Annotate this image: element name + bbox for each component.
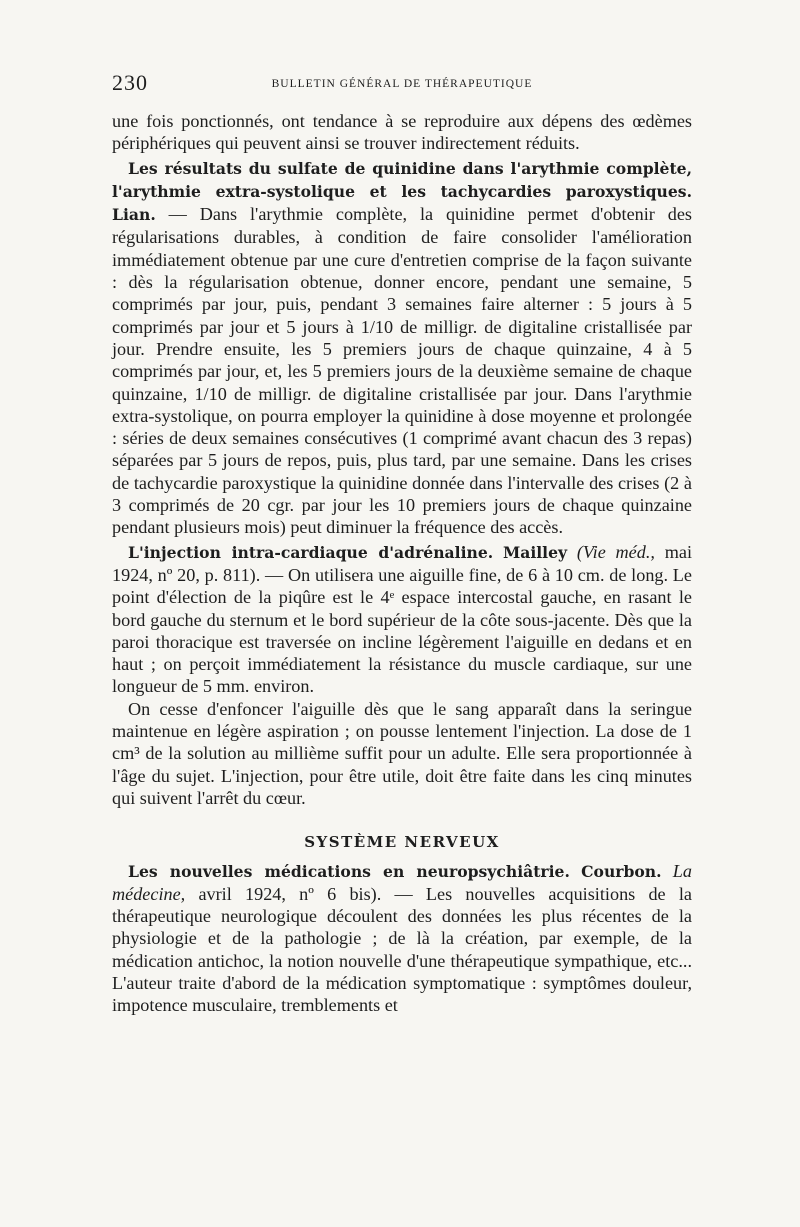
article-text: avril 1924, nº 6 bis). — Les nouvelles acquisitions de la thérapeutique neurologique découlent des données les plus récentes de la physiologie et de la pathologie ; de là la création, par exemple, de la médication antichoc, la notion nouvelle d'une thérapeutique sympathique, etc... L'auteur traite d'abord de la médication symptomatique : symptômes douleur, impotence musculaire, tremblements et: [112, 883, 692, 1016]
article-text: — Dans l'arythmie complète, la quinidine permet d'obtenir des régularisations durables, à condition de faire consolider l'amélioration immédiatement obtenue par une cure d'entretien comprise de la façon suivante : dès la régularisation obtenue, donner encore, pendant une semaine, 5 comprimés par jour, puis, pendant 3 semaines faire alterner : 5 jours à 5 comprimés par jour et 5 jours à 1/10 de milligr. de digitaline cristallisée par jour. Prendre ensuite, les 5 premiers jours de chaque quinzaine, 4 à 5 comprimés par jour, et, les 5 premiers jours de la deuxième semaine de chaque quinzaine, 1/10 de milligr. de digitaline cristallisée par jour. Dans l'arythmie extra-systolique, on pourra employer la quinidine à dose moyenne et prolongée : séries de deux semaines consécutives (1 comprimé avant chacun des 3 repas) séparées par 5 jours de repos, puis, plus tard, par une semaine. Dans les crises de tachycardie paroxystique la quinidine donnée dans l'intervalle des crises (2 à 3 comprimés de 20 cgr. par jour les 10 premiers jours de chaque quinzaine pendant plusieurs mois) peut diminuer la fréquence des accès.: [112, 204, 692, 538]
article-author: Courbon.: [581, 861, 662, 881]
page-header: [112, 70, 692, 100]
article-text: mai 1924, nº 20, p. 811). — On utilisera une aiguille fine, de 6 à 10 cm. de long. Le point d'élection de la piqûre est le 4ᵉ espace intercostal gauche, en rasant le bord gauche du sternum et le bord supérieur de la côte sous-jacente. Dès que la paroi thoracique est traversée on incline légèrement l'aiguille en dedans et en haut ; on perçoit immédiatement la résistance du muscle cardiaque, sur une longueur de 5 mm. environ.: [112, 541, 692, 697]
paragraph-injection-continued: On cesse d'enfoncer l'aiguille dès que le sang apparaît dans la seringue maintenue en légère aspiration ; on pousse lentement l'injection. La dose de 1 cm³ de la solution au millième suffit pour un adulte. Elle sera proportionnée à l'âge du sujet. L'injection, pour être utile, doit être faite dans les cinq minutes qui suivent l'arrêt du cœur.: [112, 698, 692, 808]
paragraph-continuation: une fois ponctionnés, ont tendance à se reproduire aux dépens des œdèmes périphériques qui peuvent ainsi se trouver indirectement réduits.: [112, 111, 692, 154]
article-author: Mailley: [502, 542, 568, 562]
article-title: Les résultats du sulfate de quinidine dans l'arythmie complète, l'arythmie extra-systolique et les tachycardies paroxystiques.: [112, 158, 692, 201]
paragraph-adrenaline: [112, 541, 692, 698]
article-title: L'injection intra-cardiaque d'adrénaline.: [128, 542, 494, 562]
article-title: Les nouvelles médications en neuropsychiâtrie.: [128, 861, 570, 881]
article-author: Lian.: [112, 205, 156, 225]
page-number: 230: [112, 70, 148, 95]
paragraph-neuropsychiatry: [112, 860, 692, 1017]
article-source: (Vie méd.,: [576, 541, 655, 562]
section-heading: SYSTÈME NERVEUX: [304, 833, 500, 852]
article-source: La médecine,: [112, 860, 693, 904]
paragraph-quinidine: [112, 157, 692, 539]
article-body: [112, 110, 692, 1017]
running-title: BULLETIN GÉNÉRAL DE THÉRAPEUTIQUE: [271, 78, 533, 90]
